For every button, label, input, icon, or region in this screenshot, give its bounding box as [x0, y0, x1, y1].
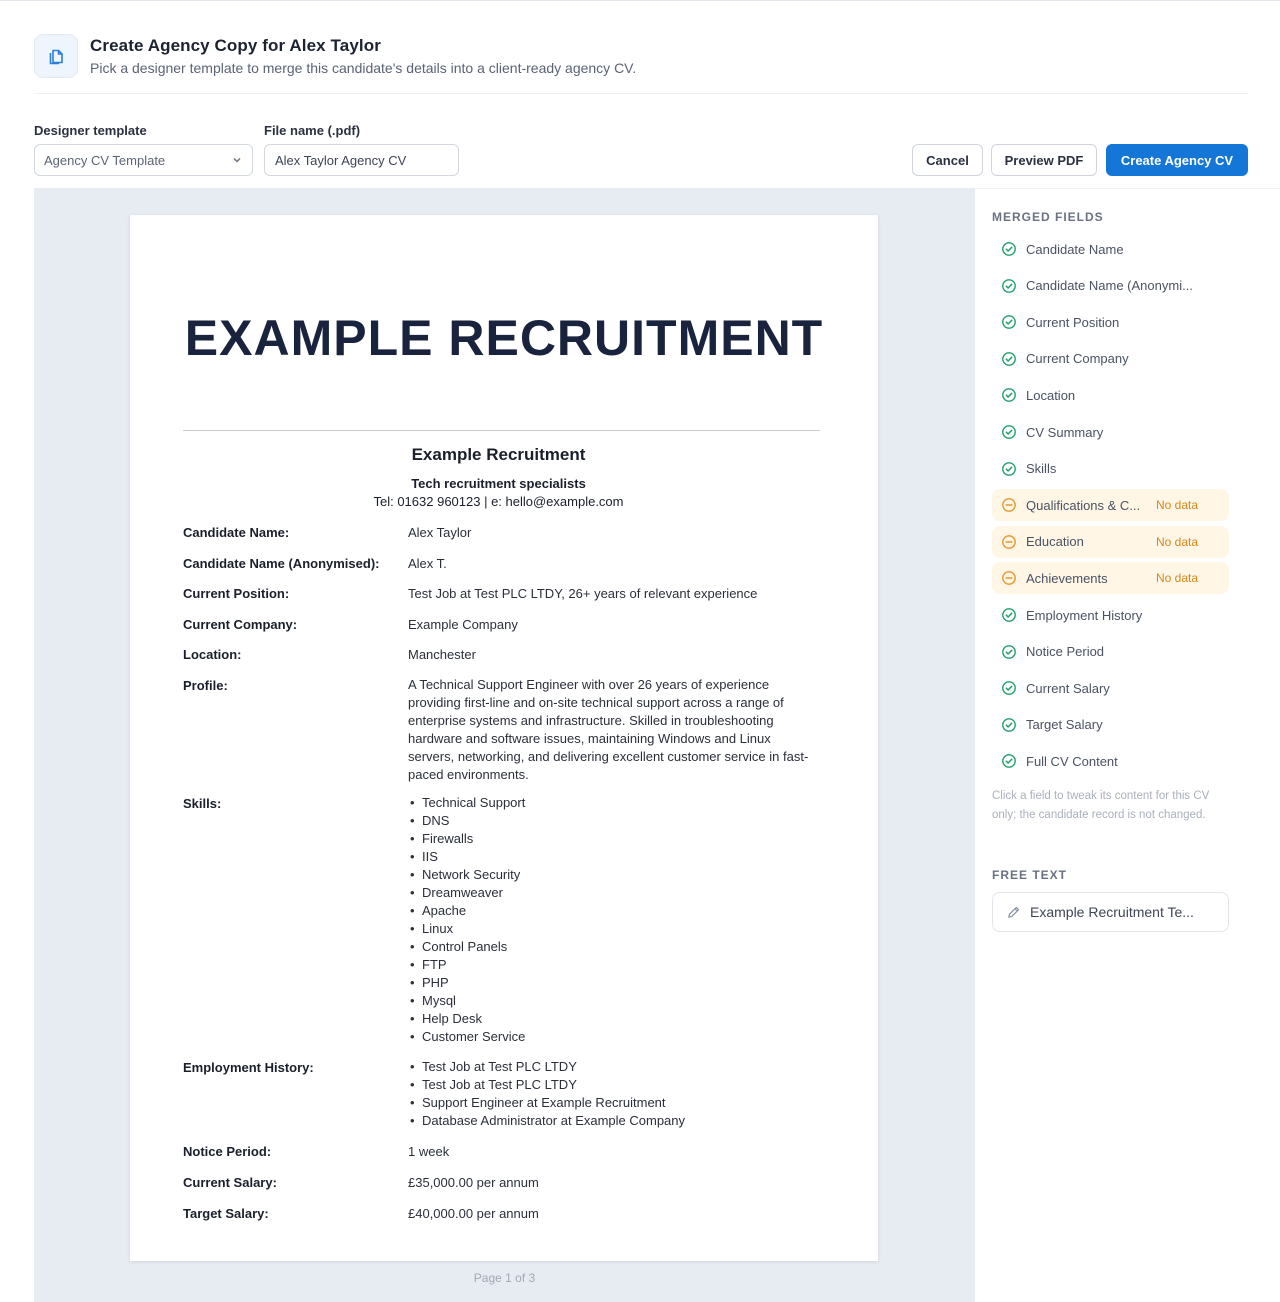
current-salary-value: £35,000.00 per annum	[408, 1175, 539, 1190]
merged-field-label: Full CV Content	[1026, 753, 1118, 769]
dialog-title: Create Agency Copy for Alex Taylor	[90, 36, 381, 55]
check-circle-icon	[1001, 607, 1017, 623]
notice-period-value: 1 week	[408, 1144, 450, 1159]
skill-item: • Mysql	[408, 992, 525, 1010]
check-circle-icon	[1001, 351, 1017, 367]
skill-item: • Network Security	[408, 866, 525, 884]
merged-field-item[interactable]	[992, 709, 1229, 741]
check-circle-icon	[1001, 753, 1017, 769]
pencil-icon	[1006, 905, 1021, 920]
employment-label: Employment History:	[183, 1060, 314, 1075]
merged-field-label: Achievements	[1026, 570, 1108, 586]
check-circle-icon	[1001, 644, 1017, 660]
skill-item: • PHP	[408, 974, 525, 992]
employment-item: • Support Engineer at Example Recruitment	[408, 1094, 685, 1112]
current-position-label: Current Position:	[183, 586, 290, 601]
merged-field-label: Candidate Name	[1026, 241, 1124, 257]
check-circle-icon	[1001, 278, 1017, 294]
merged-field-item[interactable]	[992, 636, 1229, 668]
profile-label: Profile:	[183, 678, 228, 693]
no-data-badge: No data	[1156, 571, 1199, 586]
filename-input[interactable]	[264, 144, 459, 176]
target-salary-label: Target Salary:	[183, 1206, 269, 1221]
merged-field-label: Candidate Name (Anonymi...	[1026, 278, 1193, 294]
merged-fields-panel	[975, 188, 1280, 1302]
employment-item: • Test Job at Test PLC LTDY	[408, 1058, 685, 1076]
template-label: Designer template	[34, 123, 147, 138]
check-circle-icon	[1001, 424, 1017, 440]
merged-field-item[interactable]	[992, 416, 1229, 448]
skill-item: • Dreamweaver	[408, 884, 525, 902]
merged-field-label: Target Salary	[1026, 717, 1103, 733]
copy-document-icon	[34, 34, 78, 78]
skill-item: • DNS	[408, 812, 525, 830]
cancel-button[interactable]: Cancel	[912, 144, 983, 176]
filename-label: File name (.pdf)	[264, 123, 361, 138]
target-salary-value: £40,000.00 per annum	[408, 1206, 539, 1221]
merged-field-label: CV Summary	[1026, 424, 1104, 440]
merged-field-label: Skills	[1026, 461, 1057, 477]
preview-pdf-button[interactable]: Preview PDF	[991, 144, 1097, 176]
skills-label: Skills:	[183, 796, 222, 811]
dialog-header	[34, 34, 1248, 94]
merged-field-label: Current Position	[1026, 314, 1120, 330]
free-text-label: Example Recruitment Te...	[1030, 904, 1194, 920]
merged-field-label: Education	[1026, 534, 1084, 550]
merged-field-label: Qualifications & C...	[1026, 497, 1141, 513]
no-data-badge: No data	[1156, 534, 1199, 549]
skill-item: • Apache	[408, 902, 525, 920]
merged-fields-hint: Click a field to tweak its content for this CV only; the candidate record is not changed.	[992, 790, 1210, 821]
merged-field-label: Current Company	[1026, 351, 1129, 367]
document-company-name: Example Recruitment	[411, 445, 586, 464]
check-circle-icon	[1001, 241, 1017, 257]
check-circle-icon	[1001, 717, 1017, 733]
merged-field-item[interactable]	[992, 672, 1229, 704]
merged-field-item[interactable]	[992, 343, 1229, 375]
document-contact: Tel: 01632 960123 | e: hello@example.com	[373, 494, 624, 509]
top-divider	[0, 0, 1280, 1]
employment-item: • Database Administrator at Example Company	[408, 1112, 685, 1130]
check-circle-icon	[1001, 314, 1017, 330]
notice-period-label: Notice Period:	[183, 1144, 272, 1159]
current-company-value: Example Company	[408, 617, 518, 632]
skill-item: • Help Desk	[408, 1010, 525, 1028]
current-position-value: Test Job at Test PLC LTDY, 26+ years of relevant experience	[408, 586, 758, 601]
skill-item: • Linux	[408, 920, 525, 938]
document-page	[130, 215, 878, 1261]
skills-list	[408, 794, 525, 1046]
free-text-item[interactable]	[992, 892, 1229, 932]
check-circle-icon	[1001, 461, 1017, 477]
candidate-anon-label: Candidate Name (Anonymised):	[183, 556, 380, 571]
minus-circle-icon	[1001, 497, 1017, 513]
merged-field-item[interactable]	[992, 306, 1229, 338]
merged-field-label: Notice Period	[1026, 644, 1105, 660]
document-tagline: Tech recruitment specialists	[411, 476, 586, 491]
skill-item: • FTP	[408, 956, 525, 974]
skill-item: • Control Panels	[408, 938, 525, 956]
skill-item: • Technical Support	[408, 794, 525, 812]
template-select-value: Agency CV Template	[44, 152, 166, 168]
pdf-preview-area[interactable]	[34, 188, 975, 1302]
merged-field-item[interactable]	[992, 562, 1229, 594]
candidate-name-value: Alex Taylor	[408, 525, 472, 540]
employment-item: • Test Job at Test PLC LTDY	[408, 1076, 685, 1094]
current-salary-label: Current Salary:	[183, 1175, 277, 1190]
candidate-anon-value: Alex T.	[408, 556, 447, 571]
minus-circle-icon	[1001, 534, 1017, 550]
dialog-subtitle: Pick a designer template to merge this candidate's details into a client-ready agency CV.	[90, 60, 637, 76]
minus-circle-icon	[1001, 570, 1017, 586]
merged-field-item[interactable]	[992, 599, 1229, 631]
merged-field-item[interactable]	[992, 745, 1229, 777]
document-brand-logo: EXAMPLE RECRUITMENT	[184, 310, 824, 366]
location-value: Manchester	[408, 647, 476, 662]
current-company-label: Current Company:	[183, 617, 298, 632]
skill-item: • Firewalls	[408, 830, 525, 848]
candidate-name-label: Candidate Name:	[183, 525, 290, 540]
merged-fields-heading: MERGED FIELDS	[992, 210, 1104, 224]
template-select[interactable]	[34, 144, 253, 176]
merged-field-item[interactable]	[992, 453, 1229, 485]
page-indicator: Page 1 of 3	[473, 1271, 536, 1285]
check-circle-icon	[1001, 387, 1017, 403]
merged-field-item[interactable]	[992, 270, 1229, 302]
merged-field-label: Current Salary	[1026, 680, 1110, 696]
merged-field-item[interactable]	[992, 526, 1229, 558]
create-agency-cv-button[interactable]: Create Agency CV	[1106, 144, 1248, 176]
document-divider	[183, 430, 820, 431]
chevron-down-icon	[231, 154, 243, 166]
free-text-heading: FREE TEXT	[992, 868, 1068, 882]
employment-list	[408, 1058, 685, 1130]
merged-field-item[interactable]	[992, 489, 1229, 521]
check-circle-icon	[1001, 680, 1017, 696]
merged-field-label: Employment History	[1026, 607, 1143, 623]
no-data-badge: No data	[1156, 498, 1199, 513]
merged-field-item[interactable]	[992, 379, 1229, 411]
skill-item: • IIS	[408, 848, 525, 866]
profile-value: A Technical Support Engineer with over 26 years of experience providing first-line and on-site technical support across a range of enterprise systems and infrastructure. Skilled in troubleshooting hardware and software issues, maintaining Windows and Linux servers, networking, and delivering excellent customer service in fast-paced environments.	[408, 677, 809, 782]
merged-field-item[interactable]	[992, 233, 1229, 265]
location-label: Location:	[183, 647, 242, 662]
merged-field-label: Location	[1026, 387, 1076, 403]
skill-item: • Customer Service	[408, 1028, 525, 1046]
